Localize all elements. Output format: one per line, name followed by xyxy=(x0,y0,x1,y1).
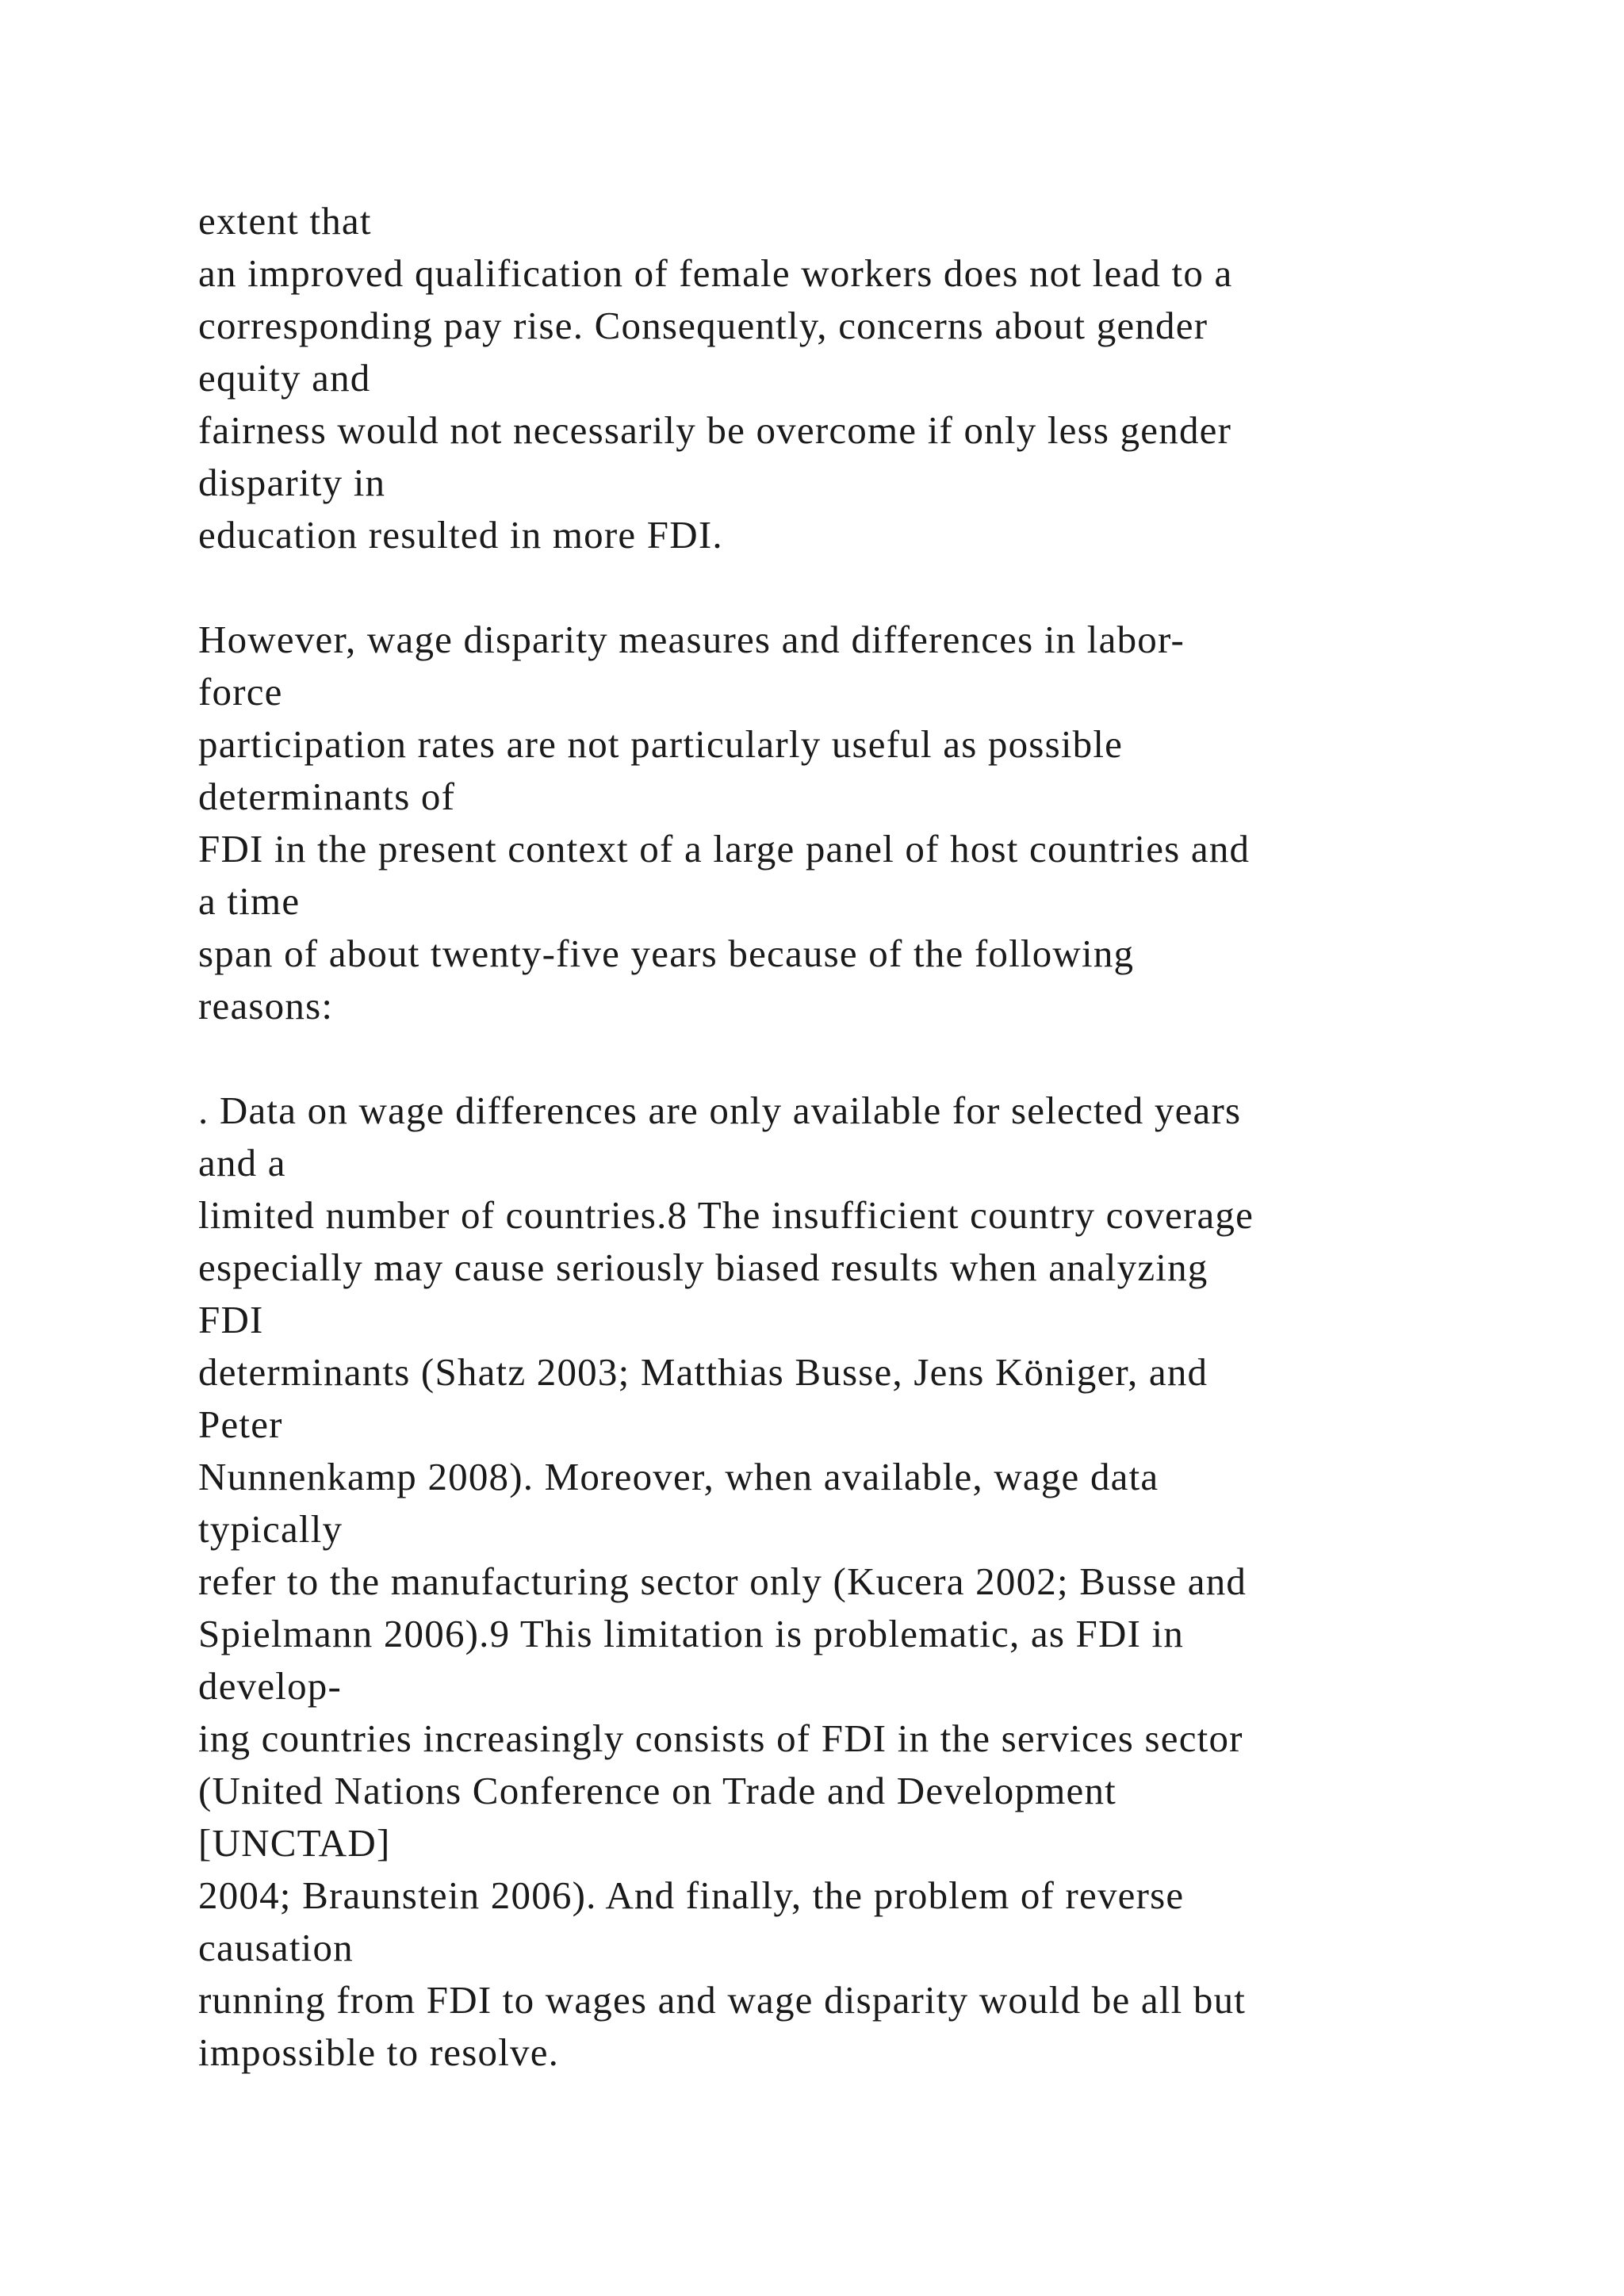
text-line: typically xyxy=(198,1507,343,1551)
text-line: reasons: xyxy=(198,984,334,1027)
text-line: disparity in xyxy=(198,461,386,504)
text-line: equity and xyxy=(198,356,371,400)
text-line: Spielmann 2006).9 This limitation is problematic, as FDI in xyxy=(198,1612,1185,1655)
text-line: (United Nations Conference on Trade and Development xyxy=(198,1769,1116,1812)
text-line: . Data on wage differences are only available for selected years xyxy=(198,1089,1242,1132)
text-line: running from FDI to wages and wage disparity would be all but xyxy=(198,1978,1247,2022)
text-line: [UNCTAD] xyxy=(198,1821,391,1865)
text-line: span of about twenty-five years because of the following xyxy=(198,932,1135,975)
text-line: and a xyxy=(198,1141,286,1184)
text-line: FDI in the present context of a large panel of host countries and xyxy=(198,827,1251,871)
text-line: ing countries increasingly consists of FDI in the services sector xyxy=(198,1716,1243,1760)
text-line: 2004; Braunstein 2006). And finally, the problem of reverse xyxy=(198,1873,1185,1917)
text-line: education resulted in more FDI. xyxy=(198,513,723,557)
text-line: fairness would not necessarily be overcome if only less gender xyxy=(198,408,1232,452)
text-line: an improved qualification of female workers does not lead to a xyxy=(198,251,1233,295)
text-line: limited number of countries.8 The insufficient country coverage xyxy=(198,1193,1254,1237)
text-line: FDI xyxy=(198,1298,264,1341)
paragraph-1 xyxy=(198,195,1546,561)
document-page xyxy=(198,195,1546,2079)
paragraph-2 xyxy=(198,614,1546,1032)
text-line: Nunnenkamp 2008). Moreover, when available, wage data xyxy=(198,1455,1159,1498)
paragraph-3 xyxy=(198,1085,1546,2079)
text-line: develop- xyxy=(198,1664,343,1708)
text-line: determinants (Shatz 2003; Matthias Busse, Jens Königer, and xyxy=(198,1350,1208,1394)
text-line: impossible to resolve. xyxy=(198,2030,560,2074)
text-line: a time xyxy=(198,879,301,923)
text-line: causation xyxy=(198,1926,354,1969)
text-line: especially may cause seriously biased results when analyzing xyxy=(198,1246,1208,1289)
text-line: Peter xyxy=(198,1402,283,1446)
text-line: determinants of xyxy=(198,775,456,818)
text-line: However, wage disparity measures and differences in labor- xyxy=(198,618,1185,661)
text-line: refer to the manufacturing sector only (Kucera 2002; Busse and xyxy=(198,1559,1247,1603)
text-line: corresponding pay rise. Consequently, concerns about gender xyxy=(198,304,1208,347)
text-line: extent that xyxy=(198,199,372,243)
text-line: participation rates are not particularly useful as possible xyxy=(198,722,1124,766)
text-line: force xyxy=(198,670,283,714)
